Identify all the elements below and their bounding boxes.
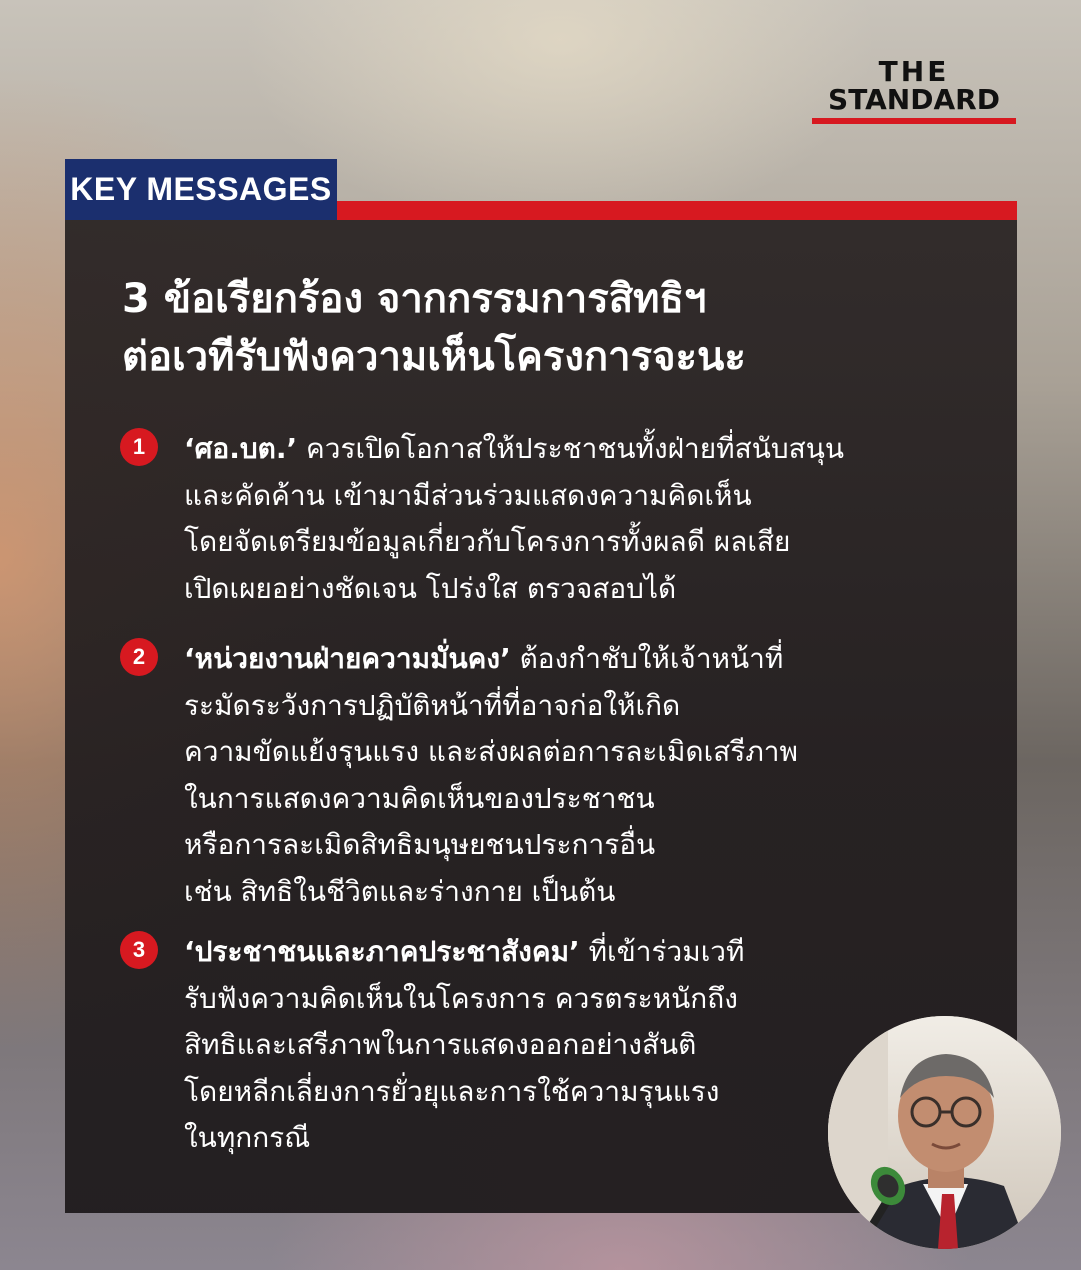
list-item (120, 636, 940, 915)
item-line: ระมัดระวังการปฏิบัติหน้าที่ที่อาจก่อให้เกิด (184, 688, 681, 722)
item-line: ในการแสดงความคิดเห็นของประชาชน (184, 781, 655, 815)
item-emphasis: ‘ประชาชนและภาคประชาสังคม’ (184, 935, 580, 968)
item-line-text: ต้องกำชับให้เจ้าหน้าที่ (510, 642, 784, 675)
item-line: สิทธิและเสรีภาพในการแสดงออกอย่างสันติ (184, 1028, 697, 1061)
page-title (122, 270, 1002, 386)
item-text (184, 636, 940, 915)
brand-logo-line1: THE (878, 55, 950, 88)
item-emphasis: ‘หน่วยงานฝ่ายความมั่นคง’ (184, 642, 511, 675)
list-item (120, 929, 940, 1162)
item-number-badge: 1 (120, 428, 158, 466)
item-number-badge: 2 (120, 638, 158, 676)
brand-logo-line2: STANDARD (828, 83, 1000, 116)
item-line: เช่น สิทธิในชีวิตและร่างกาย เป็นต้น (184, 874, 616, 908)
list-item (120, 426, 940, 612)
item-emphasis: ‘ศอ.บต.’ (184, 432, 298, 465)
item-line: ในทุกกรณี (184, 1121, 311, 1154)
item-line: เปิดเผยอย่างชัดเจน โปร่งใส ตรวจสอบได้ (184, 571, 677, 605)
speaker-portrait-illustration (828, 1016, 1061, 1249)
brand-logo[interactable] (812, 55, 1016, 124)
item-line: ความขัดแย้งรุนแรง และส่งผลต่อการละเมิดเสรีภาพ (184, 735, 798, 768)
item-line (184, 426, 940, 473)
item-line: และคัดค้าน เข้ามามีส่วนร่วมแสดงความคิดเห็น (184, 478, 752, 512)
item-line (184, 929, 940, 976)
section-tag: KEY MESSAGES (65, 159, 337, 220)
tag-accent-line (337, 201, 1017, 220)
item-number-badge: 3 (120, 931, 158, 969)
title-line-1: 3 ข้อเรียกร้อง จากกรรมการสิทธิฯ (122, 276, 707, 322)
item-text (184, 426, 940, 612)
item-line-text: ควรเปิดโอกาสให้ประชาชนทั้งฝ่ายที่สนับสนุน (297, 432, 844, 465)
item-line: โดยจัดเตรียมข้อมูลเกี่ยวกับโครงการทั้งผลดี ผลเสีย (184, 525, 791, 558)
item-text (184, 929, 940, 1162)
title-line-2: ต่อเวทีรับฟังความเห็นโครงการจะนะ (122, 334, 746, 380)
brand-logo-underline (812, 118, 1016, 124)
item-line (184, 636, 940, 683)
item-line: หรือการละเมิดสิทธิมนุษยชนประการอื่น (184, 828, 656, 861)
item-line-text: ที่เข้าร่วมเวที (579, 935, 745, 968)
item-line: รับฟังความคิดเห็นในโครงการ ควรตระหนักถึง (184, 981, 738, 1015)
item-line: โดยหลีกเลี่ยงการยั่วยุและการใช้ความรุนแรง (184, 1074, 720, 1108)
speaker-portrait (828, 1016, 1061, 1249)
